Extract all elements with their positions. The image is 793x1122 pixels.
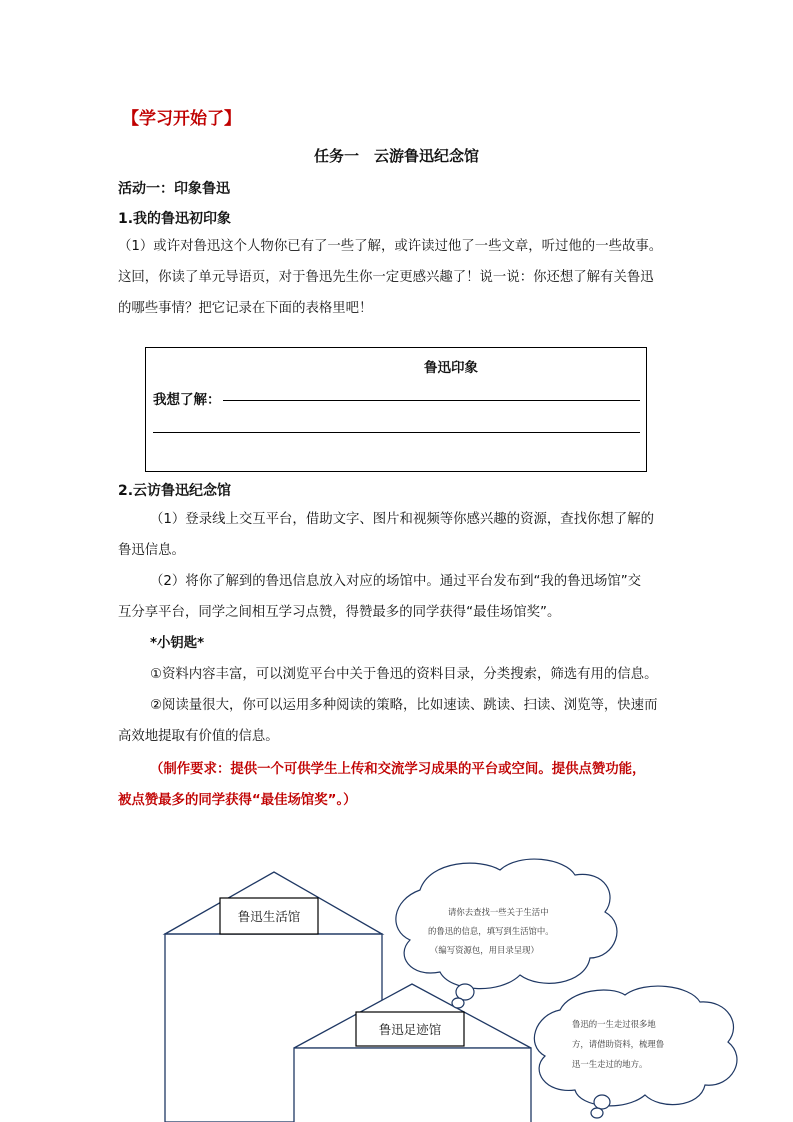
- tip-2-line-2: 高效地提取有价值的信息。: [118, 729, 279, 744]
- section1-title: 1.我的鲁迅初印象: [118, 211, 232, 227]
- life-bubble-line-1: 请你去查找一些关于生活中: [448, 907, 549, 917]
- section2-step2-line-2: 互分享平台，同学之间相互学习点赞，得赞最多的同学获得“最佳场馆奖”。: [118, 605, 561, 620]
- section-heading: 【学习开始了】: [122, 109, 241, 129]
- section1-line-1: （1）或许对鲁迅这个人物你已有了一些了解，或许读过他了一些文章，听过他的一些故事。: [118, 239, 663, 254]
- life-bubble-line-2: 的鲁迅的信息，填写到生活馆中。: [428, 926, 554, 936]
- requirement-line-2: 被点赞最多的同学获得“最佳场馆奖”。）: [118, 793, 357, 808]
- footprint-thought-bubble: [534, 986, 737, 1118]
- tips-title: *小钥匙*: [150, 636, 205, 651]
- life-bubble-line-3: （编写资源包，用目录呈现）: [430, 945, 539, 955]
- section1-line-2: 这回，你读了单元导语页，对于鲁迅先生你一定更感兴趣了！说一说：你还想了解有关鲁迅: [118, 270, 654, 285]
- requirement-line-1: （制作要求：提供一个可供学生上传和交流学习成果的平台或空间。提供点赞功能，: [150, 762, 646, 777]
- tip-1: ①资料内容丰富，可以浏览平台中关于鲁迅的资料目录，分类搜索，筛选有用的信息。: [150, 667, 658, 682]
- tip-2-line-1: ②阅读量很大，你可以运用多种阅读的策略，比如速读、跳读、扫读、浏览等，快速而: [150, 698, 658, 713]
- section2-step1-line-1: （1）登录线上交互平台，借助文字、图片和视频等你感兴趣的资源，查找你想了解的: [150, 512, 654, 527]
- section2-step1-line-2: 鲁迅信息。: [118, 543, 185, 558]
- activity-title: 活动一：印象鲁迅: [118, 181, 230, 197]
- footprint-bubble-line-2: 方，请借助资料，梳理鲁: [572, 1039, 665, 1049]
- footprint-hall-house: [294, 984, 531, 1122]
- impression-box-label: 我想了解：: [153, 392, 221, 408]
- footprint-bubble-line-1: 鲁迅的一生走过很多地: [572, 1019, 656, 1029]
- impression-box-title: 鲁迅印象: [424, 360, 478, 376]
- section1-line-3: 的哪些事情？把它记录在下面的表格里吧！: [118, 301, 373, 316]
- life-hall-label: 鲁迅生活馆: [237, 909, 301, 924]
- section2-step2-line-1: （2）将你了解到的鲁迅信息放入对应的场馆中。通过平台发布到“我的鲁迅场馆”交: [150, 574, 642, 589]
- task-title: 任务一 云游鲁迅纪念馆: [313, 147, 479, 165]
- section2-title: 2.云访鲁迅纪念馆: [118, 483, 232, 499]
- footprint-hall-label: 鲁迅足迹馆: [378, 1022, 442, 1037]
- footprint-bubble-line-3: 迅一生走过的地方。: [572, 1059, 648, 1069]
